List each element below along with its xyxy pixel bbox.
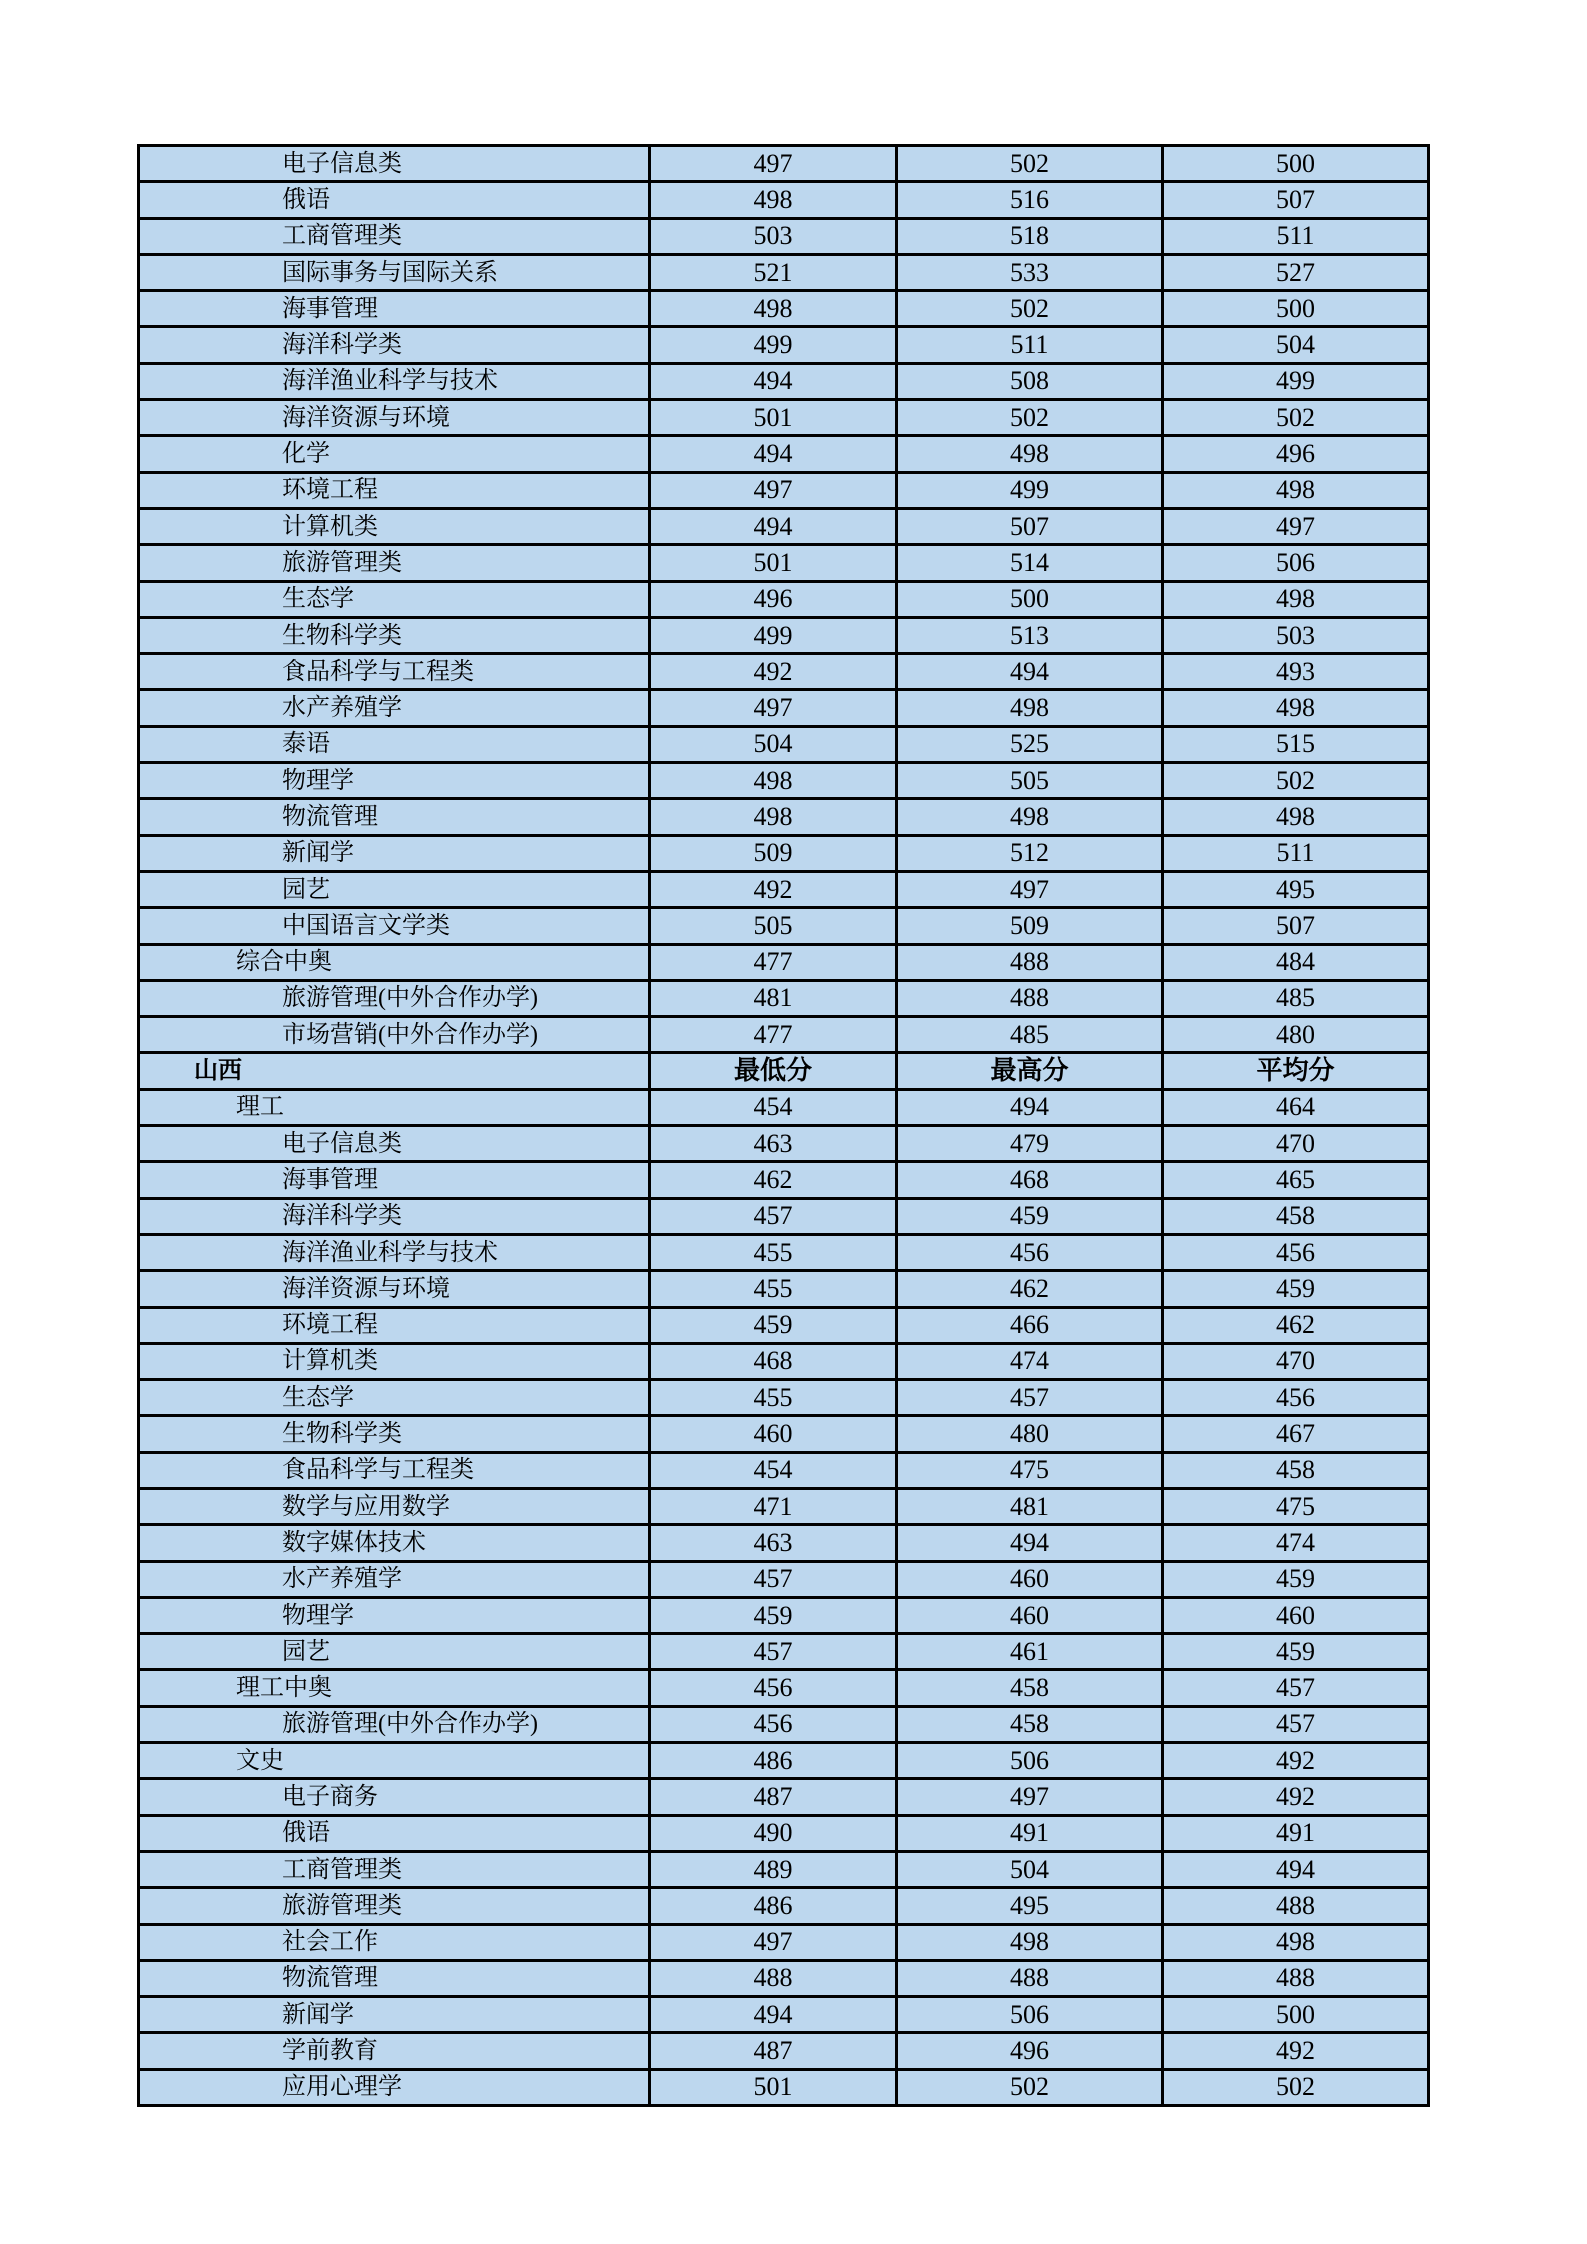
major-name-cell: 环境工程 — [139, 1307, 650, 1343]
province-name-cell: 山西 — [139, 1053, 650, 1089]
avg-score-cell: 460 — [1163, 1597, 1429, 1633]
score-row — [139, 1416, 1429, 1452]
min-score-cell: 497 — [650, 146, 897, 182]
max-score-cell: 498 — [897, 436, 1163, 472]
avg-score-cell: 499 — [1163, 363, 1429, 399]
province-header-row — [139, 1053, 1429, 1089]
major-name-cell: 应用心理学 — [139, 2069, 650, 2105]
score-row — [139, 1488, 1429, 1524]
min-score-cell: 501 — [650, 2069, 897, 2105]
max-score-cell: 475 — [897, 1452, 1163, 1488]
max-score-cell: 479 — [897, 1126, 1163, 1162]
min-score-cell: 455 — [650, 1234, 897, 1270]
max-score-cell: 494 — [897, 654, 1163, 690]
score-row — [139, 1234, 1429, 1270]
score-row — [139, 763, 1429, 799]
major-name-cell: 数字媒体技术 — [139, 1525, 650, 1561]
score-row — [139, 2033, 1429, 2069]
min-score-cell: 521 — [650, 254, 897, 290]
major-name-cell: 物流管理 — [139, 1960, 650, 1996]
min-score-cell: 459 — [650, 1597, 897, 1633]
min-score-cell: 499 — [650, 617, 897, 653]
major-name-cell: 物理学 — [139, 1597, 650, 1633]
avg-score-cell: 480 — [1163, 1017, 1429, 1053]
max-score-cell: 516 — [897, 182, 1163, 218]
score-row — [139, 2069, 1429, 2105]
min-score-cell: 487 — [650, 2033, 897, 2069]
score-row — [139, 726, 1429, 762]
score-row — [139, 1198, 1429, 1234]
major-name-cell: 学前教育 — [139, 2033, 650, 2069]
min-score-cell: 471 — [650, 1488, 897, 1524]
major-name-cell: 化学 — [139, 436, 650, 472]
major-name-cell: 理工中奥 — [139, 1670, 650, 1706]
max-score-cell: 496 — [897, 2033, 1163, 2069]
score-row — [139, 327, 1429, 363]
avg-score-cell: 496 — [1163, 436, 1429, 472]
major-name-cell: 海洋渔业科学与技术 — [139, 1234, 650, 1270]
avg-score-cell: 484 — [1163, 944, 1429, 980]
max-score-cell: 474 — [897, 1343, 1163, 1379]
score-row — [139, 1706, 1429, 1742]
avg-score-cell: 474 — [1163, 1525, 1429, 1561]
min-score-cell: 468 — [650, 1343, 897, 1379]
min-score-cell: 504 — [650, 726, 897, 762]
avg-score-cell: 507 — [1163, 182, 1429, 218]
min-score-header-cell: 最低分 — [650, 1053, 897, 1089]
score-row — [139, 581, 1429, 617]
max-score-cell: 494 — [897, 1089, 1163, 1125]
major-name-cell: 数学与应用数学 — [139, 1488, 650, 1524]
score-row — [139, 1743, 1429, 1779]
max-score-cell: 502 — [897, 291, 1163, 327]
min-score-cell: 499 — [650, 327, 897, 363]
min-score-cell: 477 — [650, 1017, 897, 1053]
max-score-cell: 525 — [897, 726, 1163, 762]
min-score-cell: 457 — [650, 1561, 897, 1597]
score-row — [139, 363, 1429, 399]
max-score-cell: 460 — [897, 1597, 1163, 1633]
score-row — [139, 1017, 1429, 1053]
max-score-cell: 480 — [897, 1416, 1163, 1452]
major-name-cell: 物流管理 — [139, 799, 650, 835]
major-name-cell: 海洋科学类 — [139, 1198, 650, 1234]
avg-score-cell: 492 — [1163, 2033, 1429, 2069]
major-name-cell: 旅游管理(中外合作办学) — [139, 1706, 650, 1742]
avg-score-cell: 488 — [1163, 1888, 1429, 1924]
min-score-cell: 498 — [650, 763, 897, 799]
max-score-header-cell: 最高分 — [897, 1053, 1163, 1089]
score-row — [139, 1997, 1429, 2033]
max-score-cell: 513 — [897, 617, 1163, 653]
major-name-cell: 生态学 — [139, 581, 650, 617]
min-score-cell: 460 — [650, 1416, 897, 1452]
avg-score-cell: 456 — [1163, 1380, 1429, 1416]
major-name-cell: 旅游管理类 — [139, 1888, 650, 1924]
max-score-cell: 491 — [897, 1815, 1163, 1851]
avg-score-cell: 493 — [1163, 654, 1429, 690]
major-name-cell: 工商管理类 — [139, 218, 650, 254]
max-score-cell: 459 — [897, 1198, 1163, 1234]
max-score-cell: 502 — [897, 146, 1163, 182]
avg-score-cell: 498 — [1163, 1924, 1429, 1960]
max-score-cell: 512 — [897, 835, 1163, 871]
score-row — [139, 654, 1429, 690]
score-row — [139, 1561, 1429, 1597]
admission-scores-table — [137, 144, 1430, 2107]
score-row — [139, 1126, 1429, 1162]
score-row — [139, 835, 1429, 871]
min-score-cell: 498 — [650, 291, 897, 327]
min-score-cell: 462 — [650, 1162, 897, 1198]
score-row — [139, 1924, 1429, 1960]
score-row — [139, 1162, 1429, 1198]
min-score-cell: 463 — [650, 1126, 897, 1162]
min-score-cell: 494 — [650, 1997, 897, 2033]
avg-score-cell: 495 — [1163, 871, 1429, 907]
major-name-cell: 园艺 — [139, 1634, 650, 1670]
major-name-cell: 食品科学与工程类 — [139, 1452, 650, 1488]
major-name-cell: 海洋渔业科学与技术 — [139, 363, 650, 399]
avg-score-cell: 502 — [1163, 2069, 1429, 2105]
major-name-cell: 泰语 — [139, 726, 650, 762]
avg-score-cell: 470 — [1163, 1126, 1429, 1162]
min-score-cell: 501 — [650, 545, 897, 581]
major-name-cell: 电子商务 — [139, 1779, 650, 1815]
avg-score-cell: 464 — [1163, 1089, 1429, 1125]
min-score-cell: 456 — [650, 1670, 897, 1706]
major-name-cell: 市场营销(中外合作办学) — [139, 1017, 650, 1053]
major-name-cell: 俄语 — [139, 1815, 650, 1851]
major-name-cell: 生物科学类 — [139, 617, 650, 653]
major-name-cell: 工商管理类 — [139, 1851, 650, 1887]
min-score-cell: 481 — [650, 980, 897, 1016]
max-score-cell: 514 — [897, 545, 1163, 581]
max-score-cell: 506 — [897, 1743, 1163, 1779]
avg-score-cell: 498 — [1163, 581, 1429, 617]
max-score-cell: 506 — [897, 1997, 1163, 2033]
min-score-cell: 509 — [650, 835, 897, 871]
max-score-cell: 509 — [897, 908, 1163, 944]
min-score-cell: 454 — [650, 1452, 897, 1488]
min-score-cell: 486 — [650, 1743, 897, 1779]
major-name-cell: 计算机类 — [139, 1343, 650, 1379]
score-row — [139, 1815, 1429, 1851]
score-row — [139, 545, 1429, 581]
min-score-cell: 498 — [650, 799, 897, 835]
max-score-cell: 488 — [897, 944, 1163, 980]
min-score-cell: 489 — [650, 1851, 897, 1887]
min-score-cell: 487 — [650, 1779, 897, 1815]
avg-score-cell: 511 — [1163, 835, 1429, 871]
min-score-cell: 494 — [650, 436, 897, 472]
max-score-cell: 508 — [897, 363, 1163, 399]
major-name-cell: 计算机类 — [139, 508, 650, 544]
major-name-cell: 生物科学类 — [139, 1416, 650, 1452]
avg-score-cell: 457 — [1163, 1706, 1429, 1742]
max-score-cell: 488 — [897, 980, 1163, 1016]
avg-score-cell: 506 — [1163, 545, 1429, 581]
major-name-cell: 电子信息类 — [139, 1126, 650, 1162]
avg-score-cell: 467 — [1163, 1416, 1429, 1452]
score-table-body — [139, 146, 1429, 2106]
score-row — [139, 908, 1429, 944]
major-name-cell: 新闻学 — [139, 835, 650, 871]
score-row — [139, 1597, 1429, 1633]
min-score-cell: 501 — [650, 400, 897, 436]
avg-score-cell: 491 — [1163, 1815, 1429, 1851]
min-score-cell: 455 — [650, 1271, 897, 1307]
min-score-cell: 492 — [650, 654, 897, 690]
avg-score-cell: 498 — [1163, 472, 1429, 508]
min-score-cell: 494 — [650, 508, 897, 544]
avg-score-cell: 465 — [1163, 1162, 1429, 1198]
max-score-cell: 533 — [897, 254, 1163, 290]
major-name-cell: 旅游管理类 — [139, 545, 650, 581]
major-name-cell: 社会工作 — [139, 1924, 650, 1960]
min-score-cell: 505 — [650, 908, 897, 944]
avg-score-cell: 500 — [1163, 1997, 1429, 2033]
score-row — [139, 1779, 1429, 1815]
major-name-cell: 园艺 — [139, 871, 650, 907]
min-score-cell: 456 — [650, 1706, 897, 1742]
major-name-cell: 俄语 — [139, 182, 650, 218]
score-row — [139, 690, 1429, 726]
avg-score-cell: 498 — [1163, 799, 1429, 835]
max-score-cell: 494 — [897, 1525, 1163, 1561]
score-row — [139, 1343, 1429, 1379]
max-score-cell: 458 — [897, 1706, 1163, 1742]
major-name-cell: 海洋资源与环境 — [139, 1271, 650, 1307]
max-score-cell: 507 — [897, 508, 1163, 544]
max-score-cell: 457 — [897, 1380, 1163, 1416]
max-score-cell: 485 — [897, 1017, 1163, 1053]
major-name-cell: 水产养殖学 — [139, 1561, 650, 1597]
max-score-cell: 498 — [897, 690, 1163, 726]
min-score-cell: 494 — [650, 363, 897, 399]
max-score-cell: 462 — [897, 1271, 1163, 1307]
max-score-cell: 499 — [897, 472, 1163, 508]
major-name-cell: 海事管理 — [139, 1162, 650, 1198]
max-score-cell: 461 — [897, 1634, 1163, 1670]
score-row — [139, 400, 1429, 436]
min-score-cell: 463 — [650, 1525, 897, 1561]
avg-score-cell: 457 — [1163, 1670, 1429, 1706]
avg-score-cell: 492 — [1163, 1779, 1429, 1815]
avg-score-cell: 456 — [1163, 1234, 1429, 1270]
score-row — [139, 1634, 1429, 1670]
major-name-cell: 理工 — [139, 1089, 650, 1125]
max-score-cell: 456 — [897, 1234, 1163, 1270]
avg-score-cell: 500 — [1163, 146, 1429, 182]
max-score-cell: 460 — [897, 1561, 1163, 1597]
major-name-cell: 电子信息类 — [139, 146, 650, 182]
max-score-cell: 488 — [897, 1960, 1163, 1996]
max-score-cell: 495 — [897, 1888, 1163, 1924]
major-name-cell: 旅游管理(中外合作办学) — [139, 980, 650, 1016]
score-row — [139, 254, 1429, 290]
major-name-cell: 食品科学与工程类 — [139, 654, 650, 690]
min-score-cell: 497 — [650, 472, 897, 508]
min-score-cell: 497 — [650, 1924, 897, 1960]
max-score-cell: 518 — [897, 218, 1163, 254]
min-score-cell: 459 — [650, 1307, 897, 1343]
score-row — [139, 472, 1429, 508]
avg-score-cell: 498 — [1163, 690, 1429, 726]
score-row — [139, 1851, 1429, 1887]
min-score-cell: 488 — [650, 1960, 897, 1996]
avg-score-cell: 462 — [1163, 1307, 1429, 1343]
score-row — [139, 1307, 1429, 1343]
score-row — [139, 1089, 1429, 1125]
avg-score-cell: 502 — [1163, 400, 1429, 436]
max-score-cell: 500 — [897, 581, 1163, 617]
score-row — [139, 508, 1429, 544]
major-name-cell: 物理学 — [139, 763, 650, 799]
max-score-cell: 497 — [897, 1779, 1163, 1815]
max-score-cell: 498 — [897, 799, 1163, 835]
score-row — [139, 1380, 1429, 1416]
score-row — [139, 291, 1429, 327]
max-score-cell: 498 — [897, 1924, 1163, 1960]
avg-score-cell: 459 — [1163, 1634, 1429, 1670]
avg-score-cell: 485 — [1163, 980, 1429, 1016]
avg-score-cell: 497 — [1163, 508, 1429, 544]
max-score-cell: 502 — [897, 400, 1163, 436]
min-score-cell: 498 — [650, 182, 897, 218]
avg-score-cell: 458 — [1163, 1452, 1429, 1488]
score-row — [139, 1452, 1429, 1488]
score-row — [139, 871, 1429, 907]
min-score-cell: 454 — [650, 1089, 897, 1125]
avg-score-cell: 511 — [1163, 218, 1429, 254]
avg-score-cell: 459 — [1163, 1561, 1429, 1597]
major-name-cell: 生态学 — [139, 1380, 650, 1416]
avg-score-cell: 492 — [1163, 1743, 1429, 1779]
min-score-cell: 477 — [650, 944, 897, 980]
max-score-cell: 504 — [897, 1851, 1163, 1887]
major-name-cell: 环境工程 — [139, 472, 650, 508]
avg-score-cell: 507 — [1163, 908, 1429, 944]
score-row — [139, 1670, 1429, 1706]
avg-score-cell: 475 — [1163, 1488, 1429, 1524]
major-name-cell: 水产养殖学 — [139, 690, 650, 726]
max-score-cell: 466 — [897, 1307, 1163, 1343]
min-score-cell: 496 — [650, 581, 897, 617]
min-score-cell: 492 — [650, 871, 897, 907]
score-row — [139, 1525, 1429, 1561]
score-row — [139, 799, 1429, 835]
min-score-cell: 455 — [650, 1380, 897, 1416]
major-name-cell: 文史 — [139, 1743, 650, 1779]
avg-score-cell: 527 — [1163, 254, 1429, 290]
max-score-cell: 505 — [897, 763, 1163, 799]
avg-score-cell: 500 — [1163, 291, 1429, 327]
score-row — [139, 617, 1429, 653]
max-score-cell: 458 — [897, 1670, 1163, 1706]
avg-score-cell: 502 — [1163, 763, 1429, 799]
score-row — [139, 944, 1429, 980]
major-name-cell: 综合中奥 — [139, 944, 650, 980]
max-score-cell: 497 — [897, 871, 1163, 907]
score-row — [139, 1960, 1429, 1996]
avg-score-cell: 458 — [1163, 1198, 1429, 1234]
avg-score-cell: 504 — [1163, 327, 1429, 363]
score-row — [139, 980, 1429, 1016]
min-score-cell: 503 — [650, 218, 897, 254]
avg-score-cell: 488 — [1163, 1960, 1429, 1996]
avg-score-cell: 470 — [1163, 1343, 1429, 1379]
avg-score-cell: 515 — [1163, 726, 1429, 762]
min-score-cell: 497 — [650, 690, 897, 726]
max-score-cell: 511 — [897, 327, 1163, 363]
score-row — [139, 182, 1429, 218]
major-name-cell: 新闻学 — [139, 1997, 650, 2033]
avg-score-cell: 459 — [1163, 1271, 1429, 1307]
score-row — [139, 1888, 1429, 1924]
major-name-cell: 海洋科学类 — [139, 327, 650, 363]
major-name-cell: 国际事务与国际关系 — [139, 254, 650, 290]
score-row — [139, 146, 1429, 182]
min-score-cell: 490 — [650, 1815, 897, 1851]
avg-score-header-cell: 平均分 — [1163, 1053, 1429, 1089]
avg-score-cell: 494 — [1163, 1851, 1429, 1887]
major-name-cell: 中国语言文学类 — [139, 908, 650, 944]
score-row — [139, 218, 1429, 254]
max-score-cell: 481 — [897, 1488, 1163, 1524]
major-name-cell: 海事管理 — [139, 291, 650, 327]
min-score-cell: 457 — [650, 1198, 897, 1234]
max-score-cell: 502 — [897, 2069, 1163, 2105]
score-row — [139, 1271, 1429, 1307]
min-score-cell: 486 — [650, 1888, 897, 1924]
min-score-cell: 457 — [650, 1634, 897, 1670]
avg-score-cell: 503 — [1163, 617, 1429, 653]
max-score-cell: 468 — [897, 1162, 1163, 1198]
major-name-cell: 海洋资源与环境 — [139, 400, 650, 436]
score-row — [139, 436, 1429, 472]
